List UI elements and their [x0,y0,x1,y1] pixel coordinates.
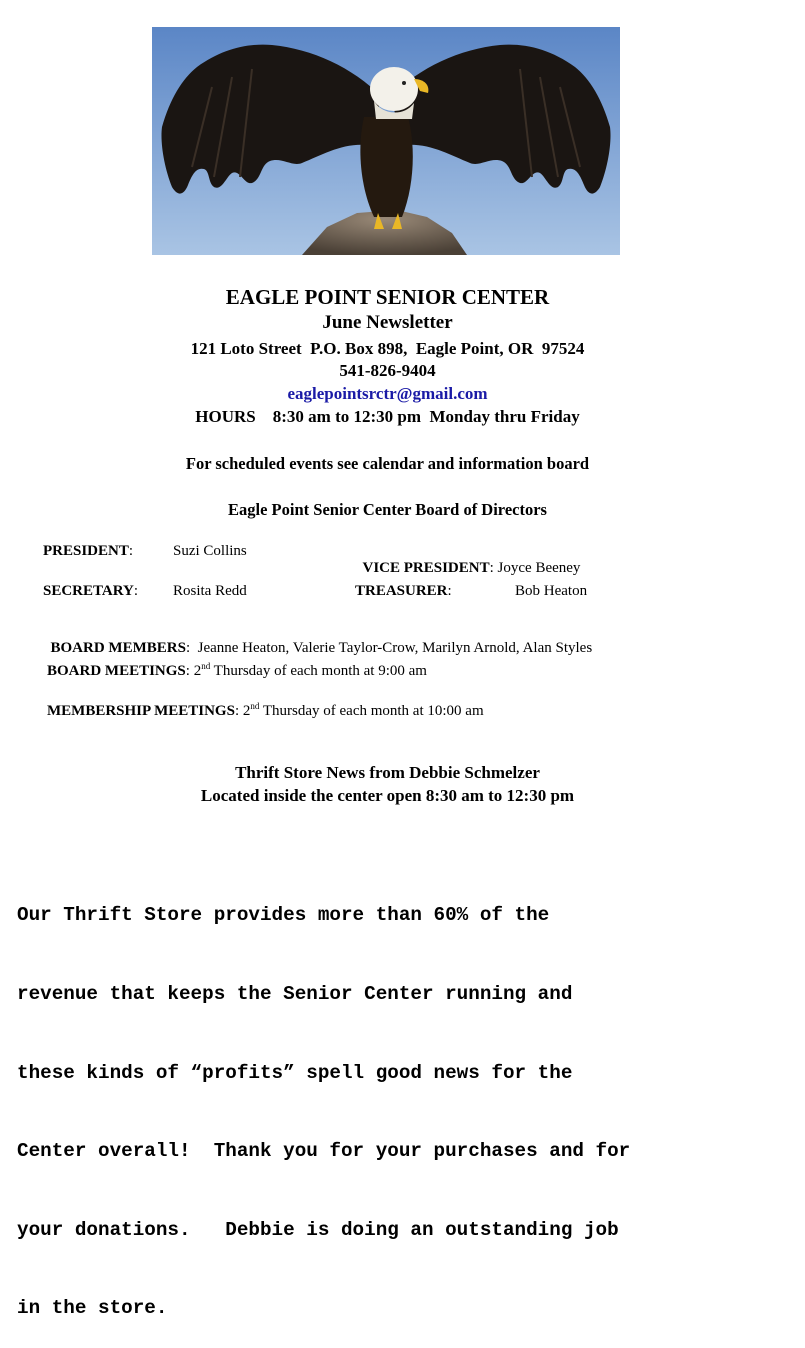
vice-president-row [355,543,580,577]
eagle-photo [152,27,620,255]
board-heading: Eagle Point Senior Center Board of Directors [228,500,547,519]
thrift-heading: Thrift Store News from Debbie Schmelzer [235,763,540,782]
secretary-name: Rosita Redd [173,583,247,599]
membership-meetings-row [47,703,484,720]
vice-president-name: Joyce Beeney [497,560,581,576]
treasurer-name: Bob Heaton [515,583,588,599]
email-link[interactable]: eaglepointsrctr@gmail.com [287,384,488,403]
membership-meetings-label: MEMBERSHIP MEETINGS [47,703,235,719]
president-name: Suzi Collins [173,543,247,559]
treasurer-sep: : [447,583,452,599]
board-meetings-pre: : 2 [185,663,202,679]
president-row [43,543,133,560]
thrift-body-line: these kinds of “profits” spell good news for the [17,1061,573,1084]
president-label: PRESIDENT [43,543,129,559]
thrift-body [17,850,787,1348]
thrift-body-line: your donations. Debbie is doing an outstanding job [17,1218,619,1241]
newsletter-title: June Newsletter [322,312,453,333]
thrift-body-line: Center overall! Thank you for your purchases and for [17,1140,631,1163]
thrift-body-line: in the store. [17,1297,168,1320]
president-sep: : [128,543,134,559]
hours-line: HOURS 8:30 am to 12:30 pm Monday thru Friday [195,407,580,426]
board-meetings-sup: nd [201,661,211,671]
membership-meetings-pre: : 2 [234,703,251,719]
treasurer-row [355,583,452,600]
board-meetings-row [47,663,427,680]
phone-number: 541-826-9404 [339,361,436,380]
vice-president-label: VICE PRESIDENT [362,560,490,576]
board-members-label: BOARD MEMBERS [50,640,186,656]
membership-meetings-text: Thursday of each month at 10:00 am [259,703,484,719]
secretary-label: SECRETARY [43,583,134,599]
membership-meetings-sup: nd [250,701,260,711]
board-meetings-label: BOARD MEETINGS [47,663,186,679]
events-notice: For scheduled events see calendar and information board [185,454,590,473]
secretary-sep: : [133,583,139,599]
thrift-body-line: revenue that keeps the Senior Center running and [17,983,573,1006]
board-members-sep: : [185,640,198,656]
thrift-subheading: Located inside the center open 8:30 am to 12:30 pm [200,786,575,805]
thrift-body-line: Our Thrift Store provides more than 60% of the [17,904,550,927]
center-title: EAGLE POINT SENIOR CENTER [225,285,550,309]
address: 121 Loto Street P.O. Box 898, Eagle Point, OR 97524 [190,339,585,358]
secretary-row [43,583,138,600]
treasurer-label: TREASURER [355,583,448,599]
board-members-names: Jeanne Heaton, Valerie Taylor-Crow, Marilyn Arnold, Alan Styles [197,640,593,656]
eagle-image [152,27,620,255]
board-members-row [43,623,592,657]
board-meetings-text: Thursday of each month at 9:00 am [210,663,427,679]
vice-president-sep: : [489,560,498,576]
